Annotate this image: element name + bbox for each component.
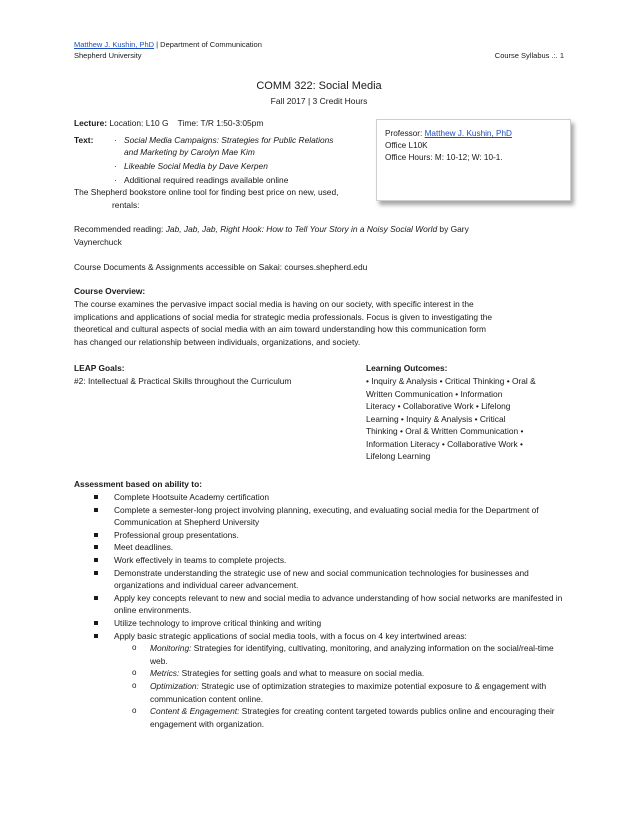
course-documents: Course Documents & Assignments accessible on Sakai: courses.shepherd.edu xyxy=(74,262,368,272)
leap-heading: LEAP Goals: xyxy=(74,363,125,373)
list-item: Utilize technology to improve critical thinking and writing xyxy=(74,617,564,630)
sub-list xyxy=(114,642,564,730)
header-page-label: Course Syllabus .:. 1 xyxy=(494,51,564,60)
professor-link[interactable]: Matthew J. Kushin, PhD xyxy=(424,129,512,138)
professor-office: Office L10K xyxy=(385,141,428,151)
text-label: Text: xyxy=(74,135,94,145)
list-item: Demonstrate understanding the strategic use of new and social communication technologies for businesses and organizations and individual career advancement. xyxy=(74,567,564,592)
header-department: Department of Communication xyxy=(160,40,262,49)
professor-line: Professor: Matthew J. Kushin, PhD xyxy=(385,129,512,138)
list-item: Work effectively in teams to complete projects. xyxy=(74,554,564,567)
author-link[interactable]: Matthew J. Kushin, PhD xyxy=(74,40,155,49)
course-title: COMM 322: Social Media xyxy=(256,80,382,92)
sub-list-item: o Optimization: Strategic use of optimization strategies to maximize potential exposure to & engagement with communication content online. xyxy=(114,680,564,705)
header-university: Shepherd University xyxy=(74,51,142,60)
sub-list-item: o Content & Engagement: Strategies for creating content targeted towards publics online and encouraging their engagement with organization. xyxy=(114,705,564,730)
list-item: Complete Hootsuite Academy certification xyxy=(74,491,564,504)
recommended-reading: Recommended reading: Jab, Jab, Jab, Right Hook: How to Tell Your Story in a Noisy Social World by Gary Vaynerchuck xyxy=(74,224,469,247)
lecture-label: Lecture: xyxy=(74,118,108,128)
list-item: Professional group presentations. xyxy=(74,529,564,542)
professor-box xyxy=(376,119,571,201)
list-item: Apply basic strategic applications of social media tools, with a focus on 4 key intertwined areas: o Monitoring: Strategies for identifying, cultivating, monitoring, and analyzing information on the social/real-time web. o Metrics: Strategies for setting goals and what to measure on social media. o Optimization: Strategic use of optimization strategies to maximize potential exposure to & engagement with communication content online. o Content & Engagement: Strategies for creating content targeted towards publics online and encouraging their engagement with organization. xyxy=(74,630,564,731)
assessment-heading: Assessment based on ability to: xyxy=(74,479,202,489)
list-item: Meet deadlines. xyxy=(74,541,564,554)
page-header-row2 xyxy=(74,51,564,61)
bookstore-line-1: The Shepherd bookstore online tool for finding best price on new, used, xyxy=(74,187,339,197)
leap-text: #2: Intellectual & Practical Skills throughout the Curriculum xyxy=(74,376,292,386)
assessment-list xyxy=(74,491,564,730)
page-header xyxy=(74,40,564,50)
outcomes-text: • Inquiry & Analysis • Critical Thinking • Oral & Written Communication • Information Literacy • Collaborative Work • Lifelong Learning • Inquiry & Analysis • Critical Thinking • Oral & Written Communication • Information Literacy • Collaborative Work • Lifelong Learning xyxy=(366,376,536,461)
lecture-time: Time: T/R 1:50-3:05pm xyxy=(177,118,264,128)
text-item-1: · Social Media Campaigns: Strategies for Public Relations xyxy=(114,135,334,145)
text-item-1-cont: and Marketing by Carolyn Mae Kim xyxy=(124,147,255,157)
overview-text: The course examines the pervasive impact social media is having on our society, with specific interest in the implications and applications of social media for strategic media professionals. Focus is given to investigating the theoretical and cultural aspects of social media with an aim toward understanding how this communication form has changed our relationship between individuals, organizations, and society. xyxy=(74,299,493,347)
lecture-location: Location: L10 G xyxy=(109,118,169,128)
recommended-title: Jab, Jab, Jab, Right Hook: How to Tell Your Story in a Noisy Social World xyxy=(165,224,438,234)
text-item-2: · Likeable Social Media by Dave Kerpen xyxy=(114,161,268,171)
outcomes-heading: Learning Outcomes: xyxy=(366,363,448,373)
sub-list-item: o Monitoring: Strategies for identifying, cultivating, monitoring, and analyzing information on the social/real-time web. xyxy=(114,642,564,667)
course-term: Fall 2017 | 3 Credit Hours xyxy=(270,96,368,106)
overview-heading: Course Overview: xyxy=(74,286,146,296)
professor-hours: Office Hours: M: 10-12; W: 10-1. xyxy=(385,153,503,163)
sub-list-item: o Metrics: Strategies for setting goals and what to measure on social media. xyxy=(114,667,564,680)
header-separator: | xyxy=(154,40,161,49)
list-item: Apply key concepts relevant to new and social media to advance understanding of how social networks are manifested in online environments. xyxy=(74,592,564,617)
text-item-3: · Additional required readings available online xyxy=(114,175,289,185)
list-item: Complete a semester-long project involving planning, executing, and evaluating social media for the Department of Communication at Shepherd University xyxy=(74,504,564,529)
lecture-row xyxy=(74,117,263,130)
bookstore-line-2: rentals: xyxy=(112,200,140,210)
